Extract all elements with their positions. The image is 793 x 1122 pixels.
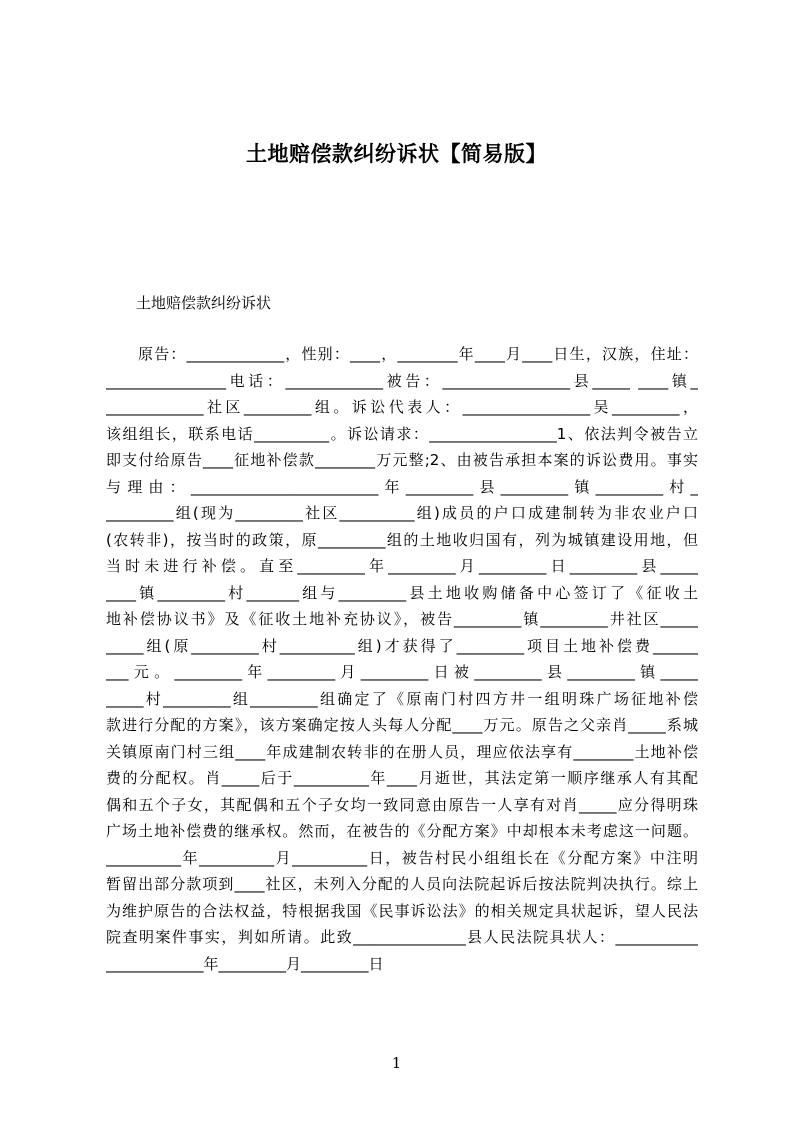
body-line: 广场土地补偿费的继承权。然而，在被告的《分配方案》中却根本未考虑这一问题。 — [106, 822, 698, 840]
body-line: ___元。_________年_________月_________日被_________县_________镇_____ — [106, 663, 698, 681]
page-number: 1 — [391, 1054, 402, 1072]
body-line: 原告：_____________，性别：____，________年____月____日生，汉族，住址： — [138, 345, 698, 363]
body-line: _____________年_________月_________日 — [106, 954, 384, 973]
body-line: _________组(现为_________社区__________组)成员的户口成建制转为非农业户口 — [106, 504, 698, 522]
body-line: 费的分配权。肖_____后于__________年____月逝世，其法定第一顺序继承人有其配 — [106, 769, 698, 787]
body-line: 偶和五个子女，其配偶和五个子女均一致同意由原告一人享有对肖_____应分得明珠 — [106, 795, 698, 814]
body-line: 当时未进行补偿。直至_________年_________月_________日_________县_____ — [106, 557, 698, 575]
body-line: 暂留出部分款项到____社区，未列入分配的人员向法院起诉后按法院判决执行。综上 — [106, 875, 698, 893]
body-line: 即支付给原告____征地补偿款________万元整;2、由被告承担本案的诉讼费用。事实 — [106, 451, 698, 469]
body-line: 该组组长，联系电话__________。诉讼请求：_________________1、依法判令被告立 — [106, 424, 698, 443]
body-line: _____组(原_________村__________组)才获得了_________项目土地补偿费______ — [106, 636, 698, 655]
body-line: _____村_________组_________组确定了《原南门村四方井一组明珠广场征地补偿 — [106, 689, 698, 708]
body-line: ____镇_________村_______组与_________县土地收购储备中心签订了《征收土 — [106, 583, 698, 602]
body-line: 款进行分配的方案》，该方案确定按人头每人分配____万元。原告之父亲肖_____系城 — [106, 716, 698, 734]
body-line: 为维护原告的合法权益，特根据我国《民事诉讼法》的相关规定具状起诉，望人民法 — [106, 901, 698, 920]
body-line: 地补偿协议书》及《征收土地补充协议》，被告_________镇_________井社区_____ — [106, 610, 698, 628]
body-line: 与理由：_________________________年_________县_________镇_________村_ — [106, 477, 698, 496]
body-line: ________________电话：_____________被告：_________________县_____ ____镇_ — [106, 371, 698, 390]
document-title: 土地赔偿款纠纷诉状【简易版】 — [246, 142, 547, 166]
body-line: 关镇原南门村三组____年成建制农转非的在册人员，理应依法享有________土地补偿 — [106, 742, 698, 761]
document-subtitle: 土地赔偿款纠纷诉状 — [136, 294, 272, 312]
body-line: _____________社区_________组。诉讼代表人：_________________吴_________， — [106, 398, 698, 416]
body-line: __________年__________月__________日，被告村民小组组长在《分配方案》中注明 — [106, 848, 698, 867]
body-line: 院查明案件事实，判如所请。此致_______________县人民法院具状人：___________ — [106, 928, 698, 946]
document-body — [106, 341, 698, 977]
body-line: (农转非)，按当时的政策，原_________组的土地收归国有，列为城镇建设用地，但 — [106, 530, 698, 549]
